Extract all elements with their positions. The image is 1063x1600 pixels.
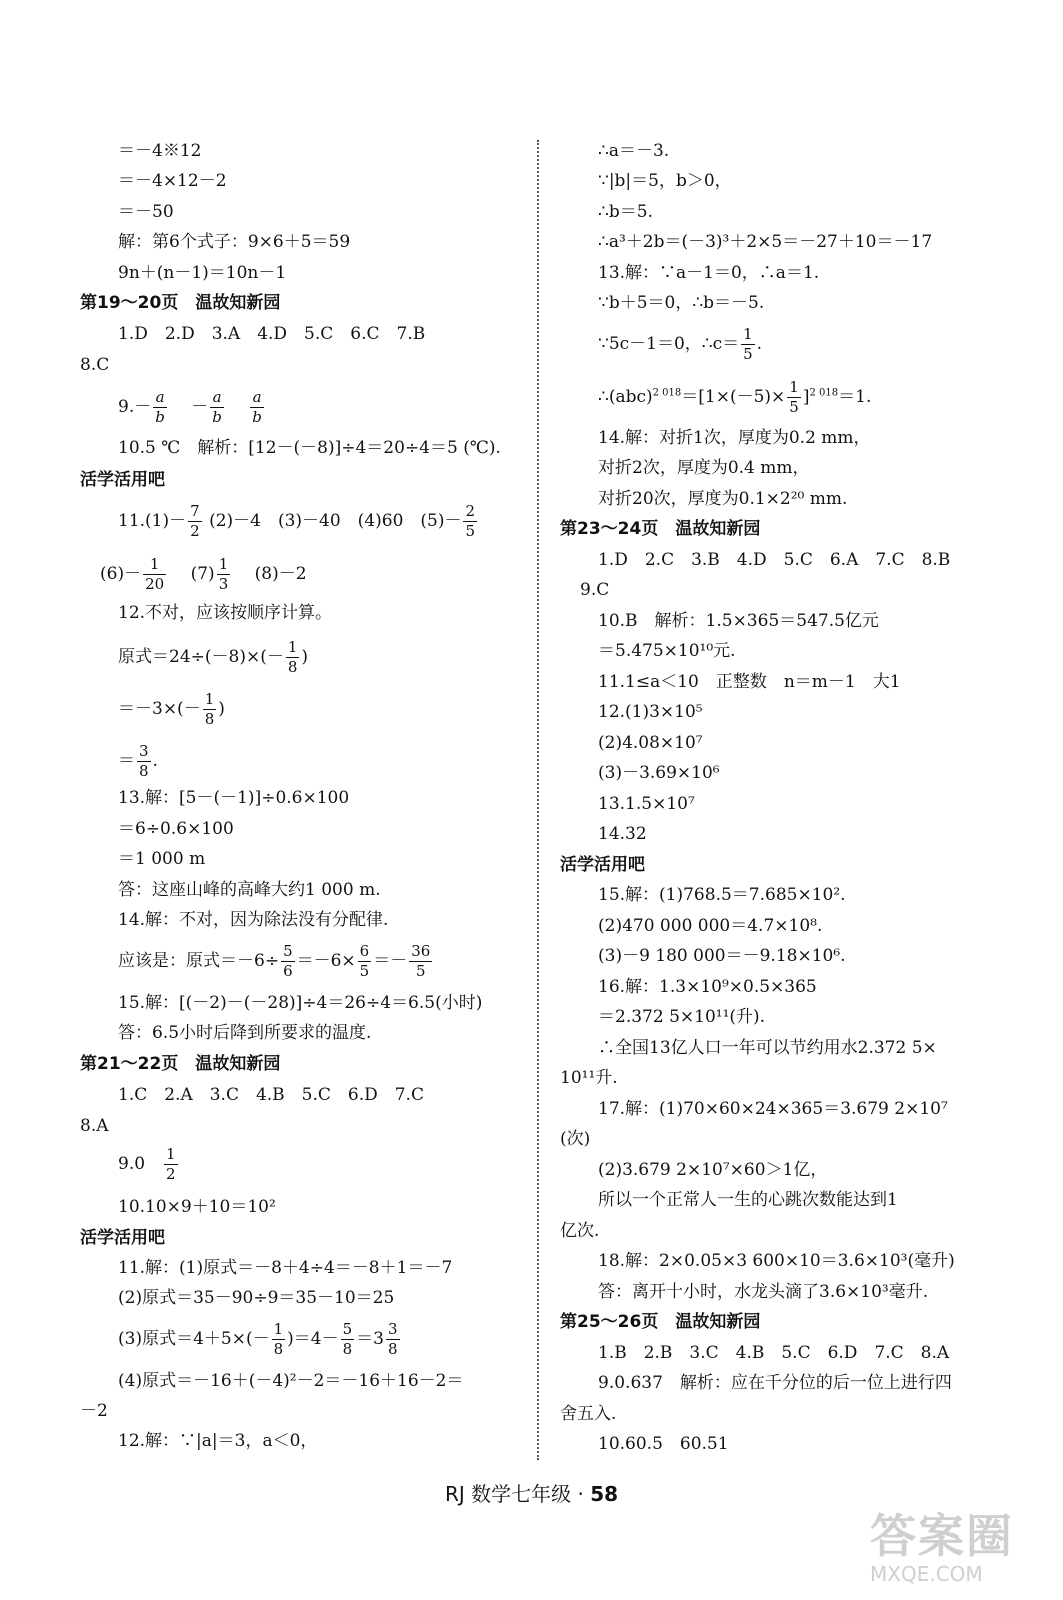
- fraction: $\frac{6}{5}$: [359, 942, 370, 980]
- answer-line: 10.10×9＋10＝10²: [118, 1197, 276, 1217]
- answer-line: 11.(1)－ $\frac{7}{2}$ (2)－4 (3)－40 (4)60 (5)－ $\frac{2}{5}$: [118, 502, 476, 540]
- answer-line: 16.解：1.3×10⁹×0.5×365: [598, 977, 817, 997]
- answer-line: (4)原式＝－16＋(－4)²－2＝－16＋16－2＝: [118, 1371, 464, 1391]
- answer-line: 舍五入.: [560, 1404, 617, 1424]
- fraction: $\frac{a}{b}$: [252, 388, 262, 426]
- answer-line: 10.60.5 60.51: [598, 1434, 729, 1454]
- answer-line: 11.解：(1)原式＝－8＋4÷4＝－8＋1＝－7: [118, 1258, 453, 1278]
- watermark-url: MXQE.COM: [870, 1562, 983, 1586]
- answer-line: 答：离开十小时，水龙头滴了3.6×10³毫升.: [598, 1282, 929, 1302]
- answer-line: 15.解：(1)768.5＝7.685×10².: [598, 885, 846, 905]
- fraction: $\frac{a}{b}$: [155, 388, 165, 426]
- answer-line: (2)4.08×10⁷: [598, 733, 703, 753]
- fraction: $\frac{1}{20}$: [145, 555, 165, 593]
- answer-line: ∴a＝－3.: [598, 141, 670, 161]
- answer-line: ∵b＋5＝0，∴b＝－5.: [598, 293, 765, 313]
- section-heading: 活学活用吧: [80, 1228, 165, 1248]
- answer-line: ＝6÷0.6×100: [118, 819, 234, 839]
- answer-line: 原式＝24÷(－8)×(－ $\frac{1}{8}$ ): [118, 638, 309, 676]
- answer-line: 12.(1)3×10⁵: [598, 702, 703, 722]
- answer-line: －2: [80, 1401, 108, 1421]
- text-line: ＝－4×12－2: [118, 171, 227, 191]
- text-line: 解：第6个式子：9×6＋5＝59: [118, 232, 351, 252]
- text-line: ＝－4※12: [118, 141, 202, 161]
- answer-line: ∵|b|＝5，b＞0，: [598, 171, 732, 191]
- fraction: $\frac{3}{8}$: [387, 1320, 398, 1358]
- answer-line: 13.解：[5－(－1)]÷0.6×100: [118, 788, 350, 808]
- answer-line: (2)470 000 000＝4.7×10⁸.: [598, 916, 823, 936]
- answer-line: 所以一个正常人一生的心跳次数能达到1: [598, 1190, 898, 1210]
- fraction: $\frac{1}{3}$: [218, 555, 229, 593]
- answer-line: ∴(abc)$^{2 018}$＝[1×(－5)× $\frac{1}{5}$ ]$^{2 018}$＝1.: [598, 378, 872, 416]
- answer-line: 亿次.: [560, 1221, 600, 1241]
- fraction: $\frac{3}{8}$: [139, 742, 149, 780]
- answer-line: 答：6.5小时后降到所要求的温度.: [118, 1023, 372, 1043]
- answer-line: ∵5c－1＝0，∴c＝ $\frac{1}{5}$ .: [598, 325, 763, 363]
- answer-line: (3)原式＝4＋5×(－ $\frac{1}{8}$ )＝4－ $\frac{5}{8}$ ＝3 $\frac{3}{8}$: [118, 1320, 398, 1358]
- answer-line: 14.32: [598, 824, 647, 844]
- answer-line: (次): [560, 1129, 591, 1149]
- answer-line: ＝5.475×10¹⁰元.: [598, 641, 736, 661]
- fraction: $\frac{36}{5}$: [411, 942, 431, 980]
- page-number: 58: [590, 1482, 619, 1506]
- section-heading: 第23～24页 温故知新园: [560, 519, 761, 539]
- answer-line: 10¹¹升.: [560, 1068, 618, 1088]
- answer-line: ∴a³＋2b＝(－3)³＋2×5＝－27＋10＝－17: [598, 232, 933, 252]
- answer-line: ＝－3×(－ $\frac{1}{8}$ ): [118, 690, 225, 728]
- answer-line: (6)－ $\frac{1}{20}$ (7) $\frac{1}{3}$ (8)－2: [100, 555, 307, 593]
- section-heading: 第21～22页 温故知新园: [80, 1054, 281, 1074]
- answer-line: ＝ $\frac{3}{8}$ .: [118, 742, 158, 780]
- answer-line: (2)3.679 2×10⁷×60＞1亿，: [598, 1160, 828, 1180]
- answer-line: 9.0.637 解析：应在千分位的后一位上进行四: [598, 1373, 952, 1393]
- fraction: $\frac{7}{2}$: [190, 502, 200, 540]
- answer-line: 答：这座山峰的高峰大约1 000 m.: [118, 880, 381, 900]
- answer-line: (3)－3.69×10⁶: [598, 763, 720, 783]
- answer-line: 9.C: [580, 580, 610, 600]
- answer-line: 14.解：对折1次，厚度为0.2 mm，: [598, 428, 871, 448]
- section-heading: 活学活用吧: [560, 855, 645, 875]
- section-heading: 活学活用吧: [80, 470, 165, 490]
- text-line: ＝－50: [118, 202, 174, 222]
- fraction: $\frac{1}{8}$: [287, 638, 298, 676]
- answer-line: 17.解：(1)70×60×24×365＝3.679 2×10⁷: [598, 1099, 948, 1119]
- answer-line: 9.－ $\frac{a}{b}$ － $\frac{a}{b}$ $\frac{a}{b}$: [118, 388, 262, 426]
- answer-line: 对折20次，厚度为0.1×2²⁰ mm.: [598, 489, 848, 509]
- answer-line: 11.1≤a＜10 正整数 n＝m－1 大1: [598, 672, 901, 692]
- answer-line: 1.B 2.B 3.C 4.B 5.C 6.D 7.C 8.A: [598, 1343, 950, 1363]
- answer-line: 1.D 2.C 3.B 4.D 5.C 6.A 7.C 8.B: [598, 550, 951, 570]
- footer-label: RJ 数学七年级 ·: [444, 1482, 591, 1506]
- answer-line: 8.C: [80, 355, 110, 375]
- fraction: $\frac{1}{5}$: [789, 378, 799, 416]
- answer-line: ∴b＝5.: [598, 202, 653, 222]
- answer-line: 13.解：∵a－1＝0，∴a＝1.: [598, 263, 820, 283]
- answer-line: 15.解：[(－2)－(－28)]÷4＝26÷4＝6.5(小时): [118, 993, 483, 1013]
- section-heading: 第19～20页 温故知新园: [80, 293, 281, 313]
- answer-line: 1.D 2.D 3.A 4.D 5.C 6.C 7.B: [118, 324, 426, 344]
- fraction: $\frac{1}{2}$: [166, 1145, 176, 1183]
- answer-line: (3)－9 180 000＝－9.18×10⁶.: [598, 946, 846, 966]
- fraction: $\frac{1}{8}$: [204, 690, 215, 728]
- answer-line: 1.C 2.A 3.C 4.B 5.C 6.D 7.C: [118, 1085, 424, 1105]
- fraction: $\frac{2}{5}$: [465, 502, 476, 540]
- answer-line: 12.不对，应该按顺序计算。: [118, 603, 333, 623]
- fraction: $\frac{5}{6}$: [283, 942, 293, 980]
- answer-line: 18.解：2×0.05×3 600×10＝3.6×10³(毫升): [598, 1251, 955, 1271]
- answer-line: 10.5 ℃ 解析：[12－(－8)]÷4＝20÷4＝5 (℃).: [118, 438, 501, 458]
- fraction: $\frac{5}{8}$: [342, 1320, 353, 1358]
- section-heading: 第25～26页 温故知新园: [560, 1312, 761, 1332]
- answer-line: 对折2次，厚度为0.4 mm，: [598, 458, 810, 478]
- fraction: $\frac{1}{5}$: [743, 325, 753, 363]
- fraction: $\frac{a}{b}$: [212, 388, 222, 426]
- text-line: 9n＋(n－1)＝10n－1: [118, 263, 287, 283]
- answer-line: 12.解：∵|a|＝3，a＜0，: [118, 1431, 318, 1451]
- answer-line: 9.0 $\frac{1}{2}$: [118, 1145, 176, 1183]
- answer-line: 14.解：不对，因为除法没有分配律.: [118, 910, 389, 930]
- answer-line: 10.B 解析：1.5×365＝547.5亿元: [598, 611, 879, 631]
- fraction: $\frac{1}{8}$: [273, 1320, 284, 1358]
- watermark-logo: [870, 1500, 1060, 1595]
- column-divider: [537, 140, 539, 1460]
- answer-line: ∴全国13亿人口一年可以节约用水2.372 5×: [598, 1038, 937, 1058]
- q9-label: 9.: [118, 397, 135, 417]
- answer-line: 应该是：原式＝－6÷ $\frac{5}{6}$ ＝－6× $\frac{6}{5}$ ＝－ $\frac{36}{5}$: [118, 942, 431, 980]
- answer-line: ＝1 000 m: [118, 849, 206, 869]
- answer-line: 13.1.5×10⁷: [598, 794, 695, 814]
- answer-line: ＝2.372 5×10¹¹(升).: [598, 1007, 766, 1027]
- answer-line: 8.A: [80, 1116, 109, 1136]
- watermark-text: 答案圈: [870, 1509, 1014, 1563]
- answer-line: (2)原式＝35－90÷9＝35－10＝25: [118, 1288, 395, 1308]
